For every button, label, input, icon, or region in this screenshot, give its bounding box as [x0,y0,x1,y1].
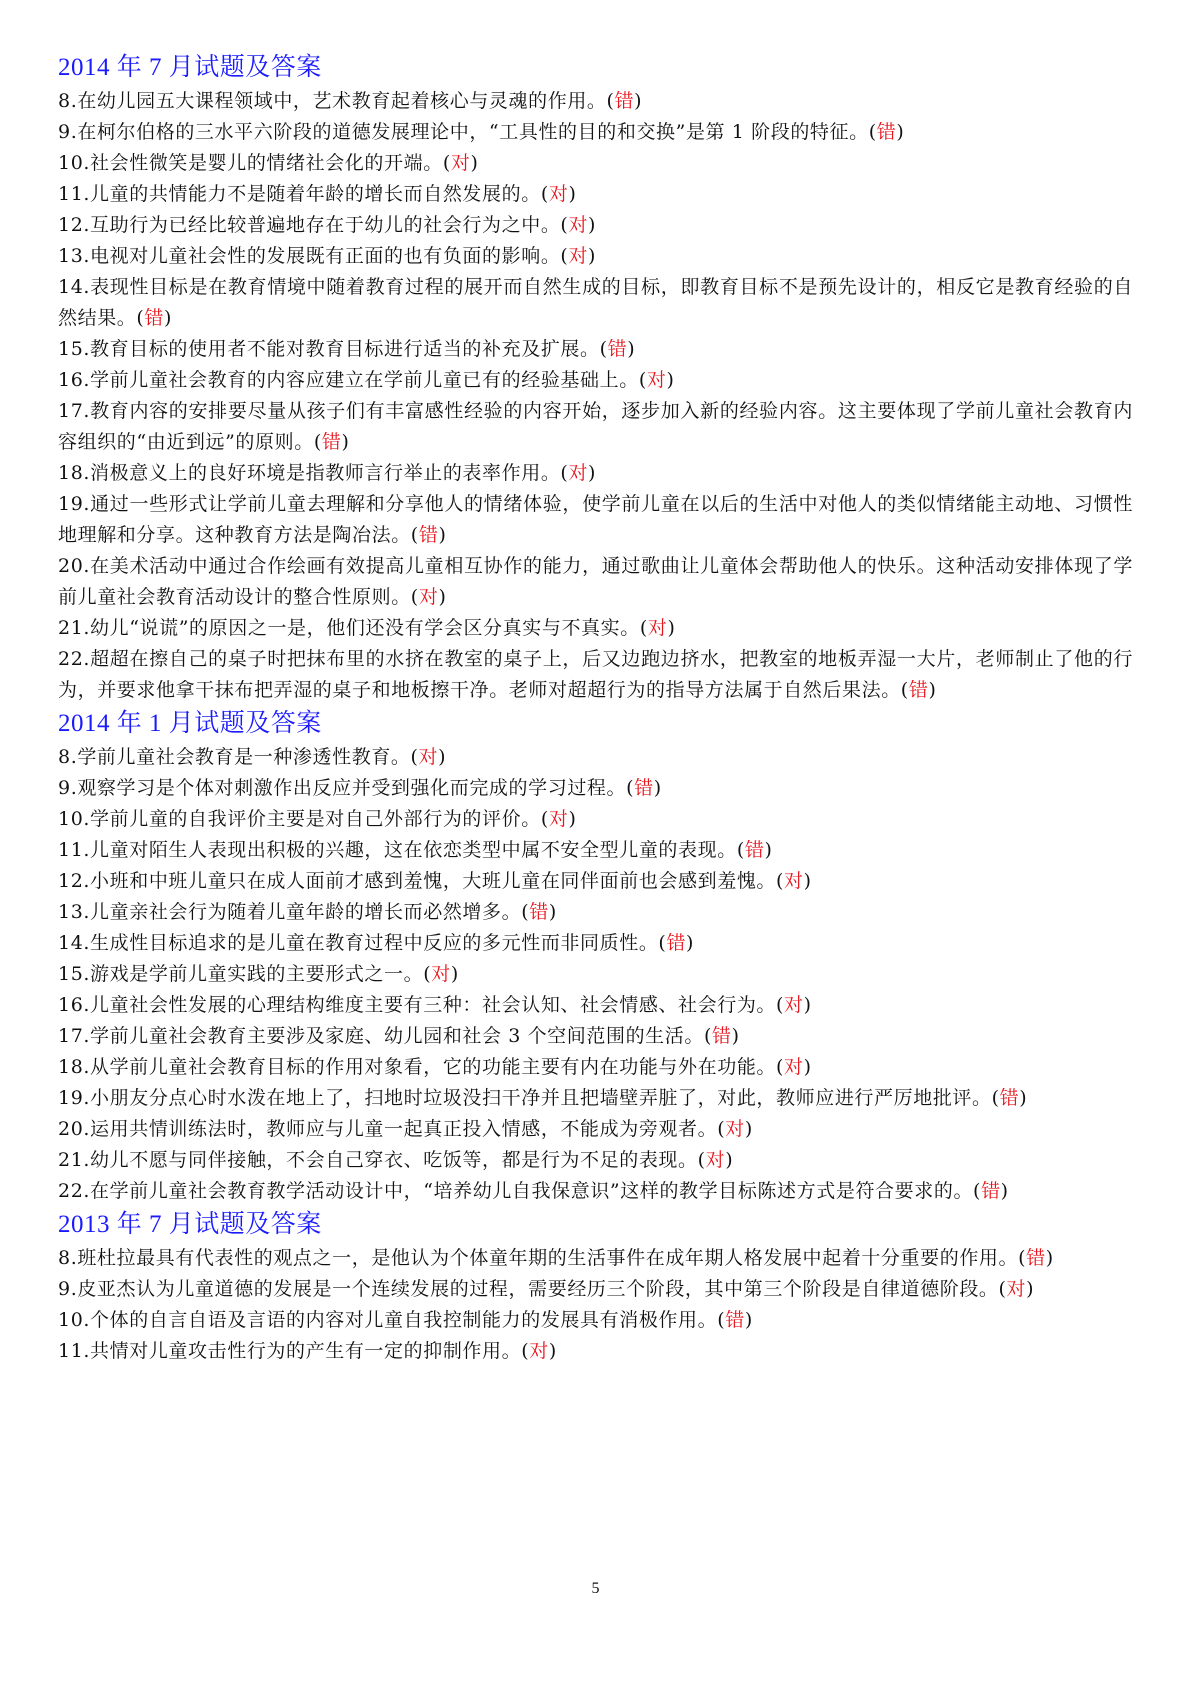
answer-close: ) [341,431,350,453]
answer-close: ) [588,245,597,267]
question-text: 15.教育目标的使用者不能对教育目标进行适当的补充及扩展。( [58,338,608,360]
section [58,706,1133,1207]
answer-close: ) [438,746,447,768]
answer-mark: 对 [548,808,569,830]
question-item [58,1021,1133,1052]
answer-mark: 错 [1026,1247,1046,1269]
question-text: 8.班杜拉最具有代表性的观点之一，是他认为个体童年期的生活事件在成年期人格发展中起着十分重要的作用。( [58,1247,1027,1269]
answer-close: ) [450,963,459,985]
page-number: 5 [591,1580,600,1597]
answer-mark: 错 [144,307,165,329]
question-item [58,928,1133,959]
question-item [58,489,1133,551]
question-text: 16.学前儿童社会教育的内容应建立在学前儿童已有的经验基础上。( [58,369,647,391]
answer-mark: 错 [418,524,439,546]
question-item [58,551,1133,613]
answer-close: ) [686,932,695,954]
answer-close: ) [667,617,676,639]
answer-close: ) [588,214,597,236]
question-item [58,1052,1133,1083]
question-text: 17.教育内容的安排要尽量从孩子们有丰富感性经验的内容开始，逐步加入新的经验内容。这主要体现了学前儿童社会教育内容组织的“由近到远”的原则。( [58,400,1133,453]
question-text: 21.幼儿“说谎”的原因之一是，他们还没有学会区分真实与不真实。( [58,617,648,639]
question-item [58,804,1133,835]
question-text: 13.电视对儿童社会性的发展既有正面的也有负面的影响。( [58,245,569,267]
question-text: 22.在学前儿童社会教育教学活动设计中，“培养幼儿自我保意识”这样的教学目标陈述方式是符合要求的。( [58,1180,982,1202]
question-text: 19.小朋友分点心时水泼在地上了，扫地时垃圾没扫干净并且把墙壁弄脏了，对此，教师应进行严厉地批评。( [58,1087,1000,1109]
question-text: 11.儿童的共情能力不是随着年龄的增长而自然发展的。( [58,183,549,205]
question-item [58,334,1133,365]
answer-close: ) [803,870,812,892]
answer-close: ) [731,1025,740,1047]
answer-close: ) [588,462,597,484]
answer-mark: 对 [784,870,804,892]
question-text: 17.学前儿童社会教育主要涉及家庭、幼儿园和社会 3 个空间范围的生活。( [58,1025,712,1047]
section-heading: 2014 年 1 月试题及答案 [58,710,322,737]
section [58,50,1133,706]
answer-mark: 对 [647,617,668,639]
question-item [58,742,1133,773]
question-item [58,1305,1133,1336]
question-item [58,990,1133,1021]
question-text: 11.儿童对陌生人表现出积极的兴趣，这在依恋类型中属不安全型儿童的表现。( [58,839,745,861]
question-text: 20.运用共情训练法时，教师应与儿童一起真正投入情感，不能成为旁观者。( [58,1118,726,1140]
question-text: 12.互助行为已经比较普遍地存在于幼儿的社会行为之中。( [58,214,569,236]
question-item [58,1083,1133,1114]
question-item [58,210,1133,241]
answer-close: ) [164,307,173,329]
answer-close: ) [627,338,636,360]
answer-mark: 对 [568,245,589,267]
question-item [58,1176,1133,1207]
answer-close: ) [548,901,557,923]
question-item [58,1274,1133,1305]
question-item [58,897,1133,928]
section-heading: 2014 年 7 月试题及答案 [58,54,322,81]
answer-mark: 对 [568,214,589,236]
question-text: 12.小班和中班儿童只在成人面前才感到羞愧，大班儿童在同伴面前也会感到羞愧。( [58,870,785,892]
question-text: 20.在美术活动中通过合作绘画有效提高儿童相互协作的能力，通过歌曲让儿童体会帮助他人的快乐。这种活动安排体现了学前儿童社会教育活动设计的整合性原则。( [58,555,1133,608]
answer-close: ) [928,679,937,701]
question-item [58,644,1133,706]
question-item [58,1243,1133,1274]
question-text: 22.超超在擦自己的桌子时把抹布里的水挤在教室的桌子上，后又边跑边挤水，把教室的地板弄湿一大片，老师制止了他的行为，并要求他拿干抹布把弄湿的桌子和地板擦干净。老师对超超行为的指导方法属于自然后果法。( [58,648,1133,701]
question-item [58,835,1133,866]
question-text: 10.学前儿童的自我评价主要是对自己外部行为的评价。( [58,808,549,830]
answer-mark: 对 [418,586,439,608]
answer-mark: 错 [876,121,897,143]
question-item [58,1114,1133,1145]
answer-mark: 对 [705,1149,726,1171]
answer-mark: 错 [607,338,628,360]
question-text: 15.游戏是学前儿童实践的主要形式之一。( [58,963,432,985]
question-text: 13.儿童亲社会行为随着儿童年龄的增长而必然增多。( [58,901,530,923]
section [58,1207,1133,1367]
question-text: 21.幼儿不愿与同伴接触，不会自己穿衣、吃饭等，都是行为不足的表现。( [58,1149,706,1171]
answer-close: ) [803,994,812,1016]
document-body [58,50,1133,1367]
question-text: 14.生成性目标追求的是儿童在教育过程中反应的多元性而非同质性。( [58,932,667,954]
question-item [58,272,1133,334]
question-text: 9.观察学习是个体对刺激作出反应并受到强化而完成的学习过程。( [58,777,635,799]
answer-mark: 对 [529,1340,549,1362]
answer-mark: 错 [529,901,549,923]
answer-close: ) [744,1309,753,1331]
question-item [58,866,1133,897]
question-item [58,458,1133,489]
answer-mark: 对 [431,963,451,985]
answer-close: ) [744,1118,753,1140]
question-item [58,86,1133,117]
answer-close: ) [896,121,905,143]
answer-close: ) [438,524,447,546]
question-item [58,1145,1133,1176]
answer-mark: 错 [999,1087,1020,1109]
answer-mark: 错 [321,431,342,453]
question-text: 9.在柯尔伯格的三水平六阶段的道德发展理论中，“工具性的目的和交换”是第 1 阶段的特征。( [58,121,877,143]
question-item [58,959,1133,990]
answer-mark: 对 [450,152,471,174]
question-item [58,773,1133,804]
question-item [58,613,1133,644]
question-text: 8.学前儿童社会教育是一种渗透性教育。( [58,746,419,768]
question-item [58,1336,1133,1367]
answer-mark: 对 [646,369,667,391]
answer-mark: 错 [614,90,635,112]
answer-mark: 错 [725,1309,745,1331]
section-heading: 2013 年 7 月试题及答案 [58,1211,322,1238]
question-text: 10.社会性微笑是婴儿的情绪社会化的开端。( [58,152,451,174]
question-item [58,241,1133,272]
answer-mark: 对 [1006,1278,1027,1300]
answer-close: ) [634,90,643,112]
answer-close: ) [568,808,577,830]
answer-mark: 错 [908,679,929,701]
answer-close: ) [764,839,773,861]
answer-mark: 错 [744,839,765,861]
question-text: 16.儿童社会性发展的心理结构维度主要有三种：社会认知、社会情感、社会行为。( [58,994,785,1016]
answer-close: ) [1045,1247,1054,1269]
question-text: 10.个体的自言自语及言语的内容对儿童自我控制能力的发展具有消极作用。( [58,1309,726,1331]
answer-close: ) [470,152,479,174]
answer-close: ) [438,586,447,608]
question-text: 14.表现性目标是在教育情境中随着教育过程的展开而自然生成的目标，即教育目标不是预先设计的，相反它是教育经验的自然结果。( [58,276,1133,329]
question-text: 9.皮亚杰认为儿童道德的发展是一个连续发展的过程，需要经历三个阶段，其中第三个阶段是自律道德阶段。( [58,1278,1007,1300]
answer-close: ) [666,369,675,391]
answer-close: ) [1026,1278,1035,1300]
question-text: 18.从学前儿童社会教育目标的作用对象看，它的功能主要有内在功能与外在功能。( [58,1056,785,1078]
answer-close: ) [653,777,662,799]
answer-mark: 对 [784,1056,804,1078]
answer-close: ) [568,183,577,205]
answer-mark: 对 [725,1118,745,1140]
question-item [58,396,1133,458]
answer-close: ) [725,1149,734,1171]
answer-close: ) [803,1056,812,1078]
question-item [58,179,1133,210]
answer-close: ) [548,1340,557,1362]
question-text: 19.通过一些形式让学前儿童去理解和分享他人的情绪体验，使学前儿童在以后的生活中对他人的类似情绪能主动地、习惯性地理解和分享。这种教育方法是陶冶法。( [58,493,1133,546]
question-text: 18.消极意义上的良好环境是指教师言行举止的表率作用。( [58,462,569,484]
answer-mark: 错 [634,777,654,799]
question-item [58,365,1133,396]
answer-mark: 对 [568,462,589,484]
answer-mark: 错 [712,1025,732,1047]
question-text: 11.共情对儿童攻击性行为的产生有一定的抑制作用。( [58,1340,530,1362]
answer-close: ) [1019,1087,1028,1109]
question-item [58,117,1133,148]
answer-mark: 对 [784,994,804,1016]
answer-mark: 对 [548,183,569,205]
answer-mark: 对 [418,746,439,768]
question-item [58,148,1133,179]
answer-mark: 错 [666,932,687,954]
question-text: 8.在幼儿园五大课程领域中，艺术教育起着核心与灵魂的作用。( [58,90,615,112]
answer-close: ) [1000,1180,1009,1202]
answer-mark: 错 [981,1180,1001,1202]
